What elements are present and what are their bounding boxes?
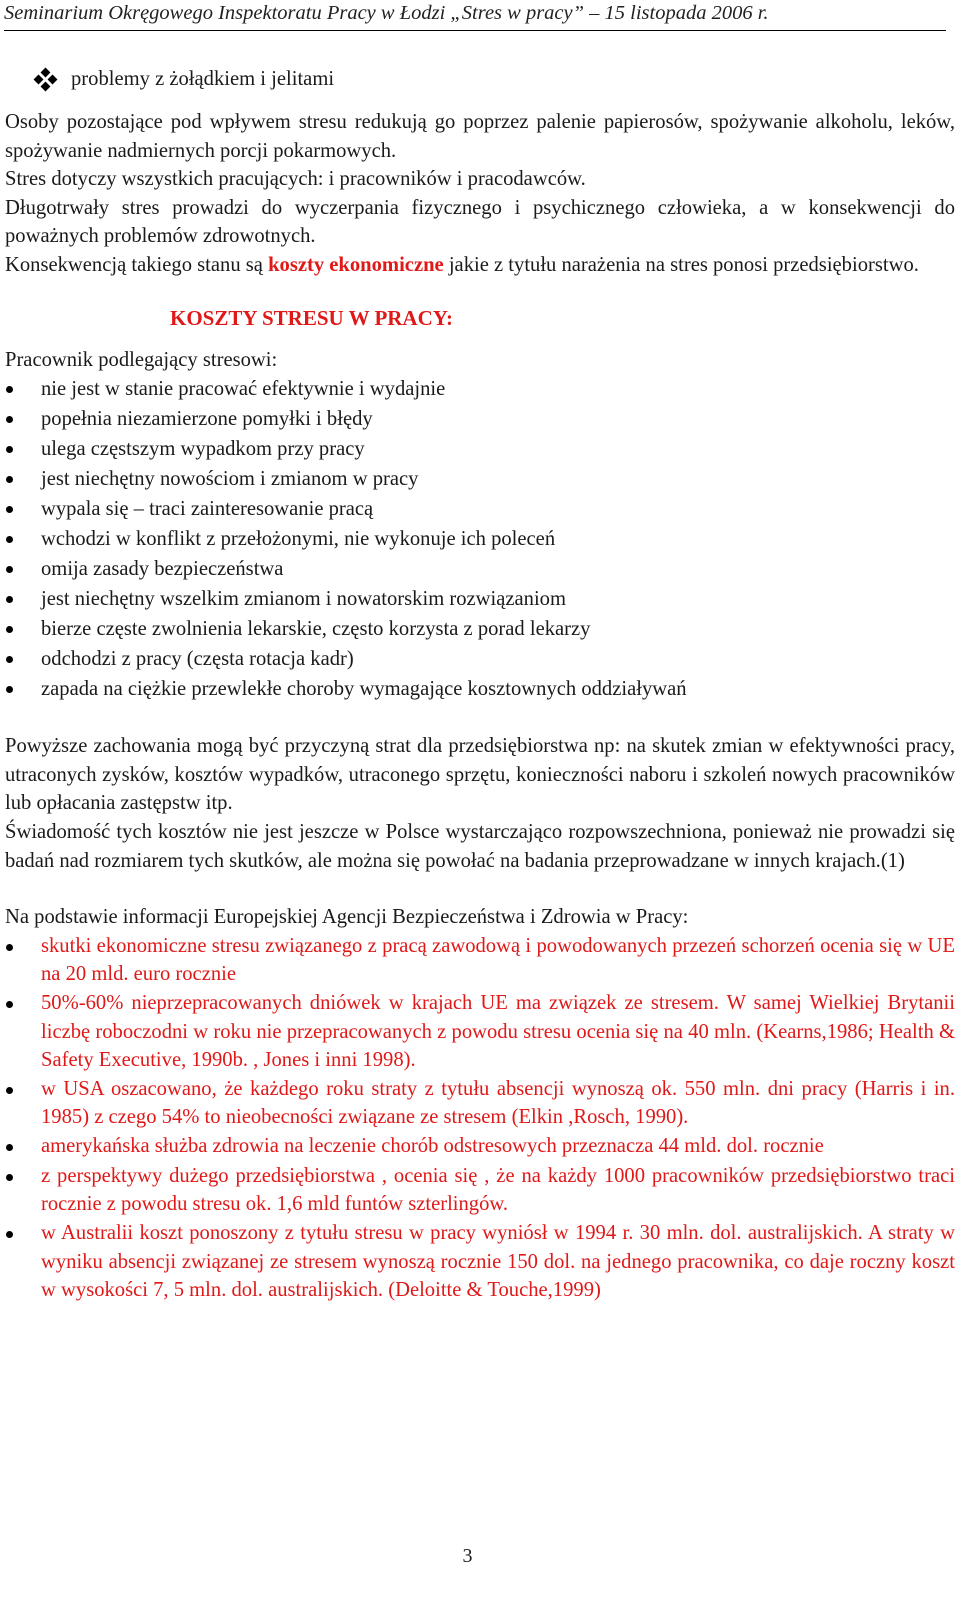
round-bullet-icon [6, 476, 13, 483]
list-item: amerykańska służba zdrowia na leczenie chorób odstresowych przeznacza 44 mld. dol. rocznie [5, 1132, 955, 1162]
spacer [5, 704, 955, 732]
round-bullet-icon [6, 1174, 13, 1181]
agency-intro: Na podstawie informacji Europejskiej Agencji Bezpieczeństwa i Zdrowia w Pracy: [5, 906, 689, 929]
intro-item-text: problemy z żołądkiem i jelitami [71, 67, 335, 90]
consequence-after: jakie z tytułu narażenia na stres ponosi przedsiębiorstwo. [443, 253, 919, 276]
list-item: 50%-60% nieprzepracowanych dniówek w krajach UE ma związek ze stresem. W samej Wielkiej Brytanii liczbę roboczodni w roku nie przepracowanych z powodu stresu ocenia się na 40 mln. (Kearns,1986; Health & Safety Executive, 1990b. , Jones i inni 1998). [5, 989, 955, 1075]
round-bullet-icon [6, 566, 13, 573]
list-item: wypala się – traci zainteresowanie pracą [5, 494, 955, 524]
round-bullet-icon [6, 1231, 13, 1238]
section-title: KOSZTY STRESU W PRACY: [170, 305, 453, 330]
worker-list [5, 374, 955, 704]
list-item: jest niechętny wszelkim zmianom i nowatorskim rozwiązaniom [5, 584, 955, 614]
round-bullet-icon [6, 1144, 13, 1151]
list-item: jest niechętny nowościom i zmianom w pracy [5, 464, 955, 494]
paragraph-smoking: Osoby pozostające pod wpływem stresu redukują go poprzez palenie papierosów, spożywanie alkoholu, leków, spożywanie nadmiernych porcji pokarmowych. [5, 111, 955, 162]
list-item: popełnia niezamierzone pomyłki i błędy [5, 404, 955, 434]
round-bullet-icon [6, 386, 13, 393]
paragraph-awareness: Świadomość tych kosztów nie jest jeszcze w Polsce wystarczająco rozpowszechniona, ponieważ nie prowadzi się badań nad rozmiarem tych skutków, ale można się powołać na badania przeprowadzane w innych krajach.(1) [5, 820, 955, 872]
four-diamond-bullet-icon [35, 69, 57, 89]
consequence-highlight: koszty ekonomiczne [268, 253, 444, 276]
round-bullet-icon [6, 506, 13, 513]
round-bullet-icon [6, 686, 13, 693]
list-item: odchodzi z pracy (częsta rotacja kadr) [5, 644, 955, 674]
list-item: z perspektywy dużego przedsiębiorstwa , ocenia się , że na każdy 1000 pracowników przedsiębiorstwo traci rocznie z powodu stresu ok. 1,6 mld funtów szterlingów. [5, 1162, 955, 1219]
list-item: wchodzi w konflikt z przełożonymi, nie wykonuje ich poleceń [5, 524, 955, 554]
round-bullet-icon [6, 596, 13, 603]
round-bullet-icon [6, 1001, 13, 1008]
round-bullet-icon [6, 416, 13, 423]
round-bullet-icon [6, 656, 13, 663]
intro-list-item [5, 64, 955, 94]
round-bullet-icon [6, 626, 13, 633]
round-bullet-icon [6, 446, 13, 453]
spacer [5, 875, 955, 903]
page-content [5, 64, 955, 1305]
consequence-before: Konsekwencją takiego stanu są [5, 253, 269, 276]
paragraph-everyone: Stres dotyczy wszystkich pracujących: i pracowników i pracodawców. [5, 168, 586, 191]
list-item: zapada na ciężkie przewlekłe choroby wymagające kosztownych oddziaływań [5, 674, 955, 704]
list-item: bierze częste zwolnienia lekarskie, często korzysta z porad lekarzy [5, 614, 955, 644]
round-bullet-icon [6, 944, 13, 951]
round-bullet-icon [6, 1087, 13, 1094]
paragraph-losses: Powyższe zachowania mogą być przyczyną strat dla przedsiębiorstwa np: na skutek zmian w efektywności pracy, utraconych zysków, kosztów wypadków, utraconego sprzętu, konieczności naboru i szkoleń nowych pracowników lub opłacania zastępstw itp. [5, 735, 955, 815]
round-bullet-icon [6, 536, 13, 543]
worker-intro: Pracownik podlegający stresowi: [5, 348, 278, 371]
list-item: skutki ekonomiczne stresu związanego z pracą zawodową i powodowanych przezeń schorzeń ocenia się w UE na 20 mld. euro rocznie [5, 932, 955, 989]
list-item: ulega częstszym wypadkom przy pracy [5, 434, 955, 464]
agency-list [5, 932, 955, 1305]
list-item: nie jest w stanie pracować efektywnie i wydajnie [5, 374, 955, 404]
list-item: omija zasady bezpieczeństwa [5, 554, 955, 584]
list-item: w Australii koszt ponoszony z tytułu stresu w pracy wyniósł w 1994 r. 30 mln. dol. australijskich. A straty w wyniku absencji związanej ze stresem wynoszą rocznie 150 dol. na jednego pracownika, co daje roczny koszt w wysokości 7, 5 mln. dol. australijskich. (Deloitte & Touche,1999) [5, 1219, 955, 1305]
page-number: 3 [462, 1545, 473, 1567]
running-header: Seminarium Okręgowego Inspektoratu Pracy w Łodzi „Stres w pracy” – 15 listopada 2006 r. [4, 0, 946, 31]
paragraph-consequence [5, 251, 955, 280]
paragraph-long-stress: Długotrwały stres prowadzi do wyczerpania fizycznego i psychicznego człowieka, a w konsekwencji do poważnych problemów zdrowotnych. [5, 196, 955, 248]
list-item: w USA oszacowano, że każdego roku straty z tytułu absencji wynoszą ok. 550 mln. dni pracy (Harris i in. 1985) z czego 54% to nieobecności związane ze stresem (Elkin ,Rosch, 1990). [5, 1075, 955, 1132]
